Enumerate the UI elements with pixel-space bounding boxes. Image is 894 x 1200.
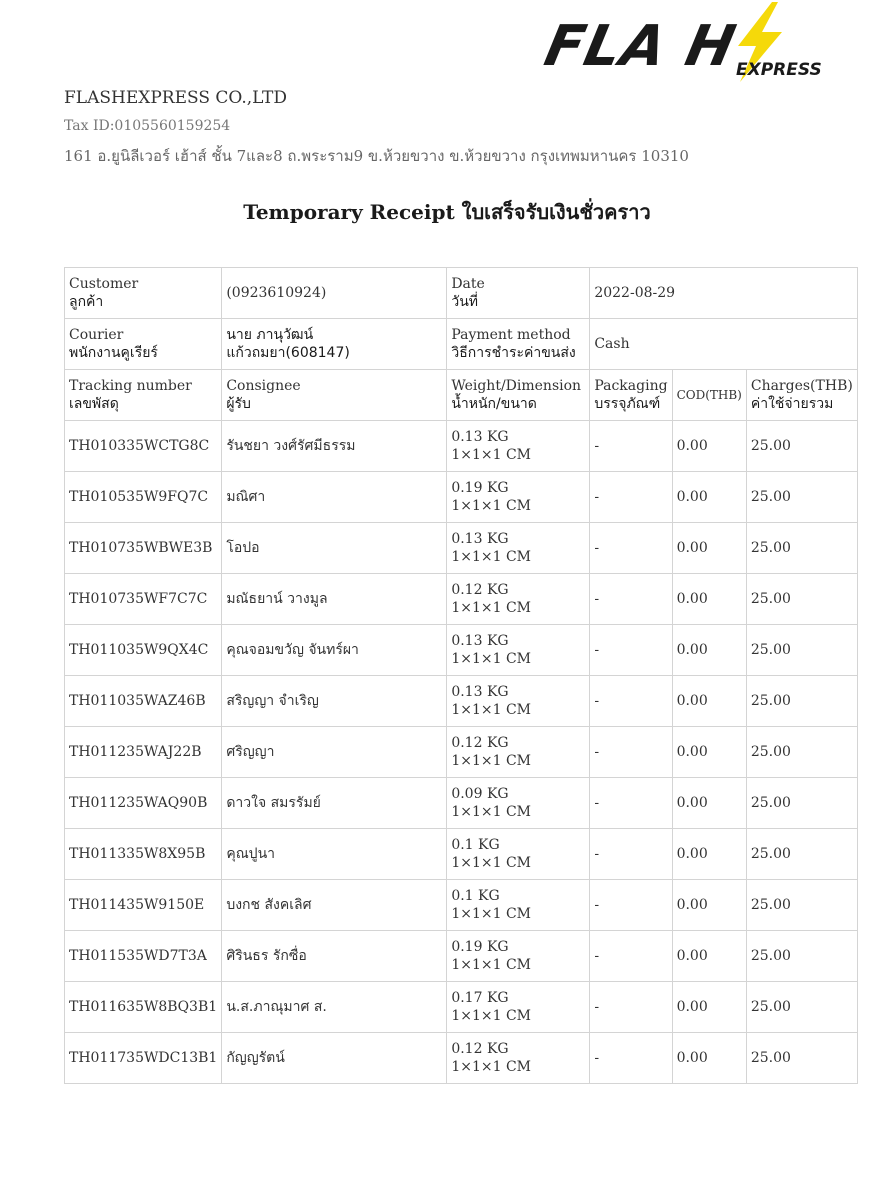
- packaging-value: -: [590, 676, 672, 727]
- consignee-name: มณิศา: [222, 472, 447, 523]
- cod-value: 0.00: [672, 472, 746, 523]
- cod-value: 0.00: [672, 829, 746, 880]
- dimension-value: 1×1×1 CM: [451, 702, 532, 718]
- packaging-value: -: [590, 829, 672, 880]
- charges-value: 25.00: [746, 625, 857, 676]
- weight-value: 0.19 KG: [451, 939, 509, 955]
- tracking-number: TH010335WCTG8C: [65, 421, 222, 472]
- weight-value: 0.1 KG: [451, 837, 500, 853]
- consignee-name: บงกช สังคเลิศ: [222, 880, 447, 931]
- consignee-name: สริญญา จำเริญ: [222, 676, 447, 727]
- charges-value: 25.00: [746, 1033, 857, 1084]
- header-charges: Charges(THB) ค่าใช้จ่ายรวม: [746, 370, 857, 421]
- packaging-value: -: [590, 880, 672, 931]
- dimension-value: 1×1×1 CM: [451, 855, 532, 871]
- tracking-number: TH011635W8BQ3B1: [65, 982, 222, 1033]
- parcel-rows: [65, 421, 858, 1084]
- charges-value: 25.00: [746, 574, 857, 625]
- weight-dimension: [447, 829, 590, 880]
- dimension-value: 1×1×1 CM: [451, 804, 532, 820]
- dimension-value: 1×1×1 CM: [451, 600, 532, 616]
- table-row: [65, 778, 858, 829]
- header-packaging: Packaging บรรจุภัณฑ์: [590, 370, 672, 421]
- table-row: [65, 421, 858, 472]
- table-row: [65, 829, 858, 880]
- company-address: 161 อ.ยูนิลีเวอร์ เฮ้าส์ ชั้น 7และ8 ถ.พระราม9 ข.ห้วยขวาง ข.ห้วยขวาง กรุงเทพมหานคร 10310: [64, 147, 689, 165]
- packaging-value: -: [590, 625, 672, 676]
- weight-value: 0.19 KG: [451, 480, 509, 496]
- customer-row: [65, 268, 858, 319]
- page-title: Temporary Receipt ใบเสร็จรับเงินชั่วคราว: [243, 200, 651, 224]
- courier-value: นาย ภานุวัฒน์ แก้วถมยา(608147): [222, 319, 447, 370]
- tracking-number: TH011735WDC13B1: [65, 1033, 222, 1084]
- tracking-number: TH011035WAZ46B: [65, 676, 222, 727]
- weight-value: 0.12 KG: [451, 582, 509, 598]
- consignee-name: น.ส.ภาณุมาศ ส.: [222, 982, 447, 1033]
- customer-label: Customer ลูกค้า: [65, 268, 222, 319]
- dimension-value: 1×1×1 CM: [451, 651, 532, 667]
- weight-dimension: [447, 727, 590, 778]
- table-row: [65, 676, 858, 727]
- charges-value: 25.00: [746, 880, 857, 931]
- tracking-number: TH011035W9QX4C: [65, 625, 222, 676]
- tracking-number: TH011335W8X95B: [65, 829, 222, 880]
- table-row: [65, 625, 858, 676]
- packaging-value: -: [590, 1033, 672, 1084]
- receipt-table: [64, 267, 858, 1084]
- charges-value: 25.00: [746, 982, 857, 1033]
- cod-value: 0.00: [672, 574, 746, 625]
- dimension-value: 1×1×1 CM: [451, 957, 532, 973]
- cod-value: 0.00: [672, 421, 746, 472]
- tracking-number: TH011235WAQ90B: [65, 778, 222, 829]
- weight-dimension: [447, 421, 590, 472]
- packaging-value: -: [590, 421, 672, 472]
- dimension-value: 1×1×1 CM: [451, 498, 532, 514]
- weight-dimension: [447, 1033, 590, 1084]
- weight-dimension: [447, 625, 590, 676]
- packaging-value: -: [590, 778, 672, 829]
- logo-wordmark: FLA H: [539, 14, 742, 79]
- date-value: 2022-08-29: [590, 268, 858, 319]
- weight-dimension: [447, 676, 590, 727]
- flash-express-logo: [540, 0, 840, 86]
- dimension-value: 1×1×1 CM: [451, 1008, 532, 1024]
- weight-value: 0.12 KG: [451, 1041, 509, 1057]
- packaging-value: -: [590, 931, 672, 982]
- charges-value: 25.00: [746, 676, 857, 727]
- consignee-name: มณัธยาน์ วางมูล: [222, 574, 447, 625]
- cod-value: 0.00: [672, 880, 746, 931]
- consignee-name: ดาวใจ สมรรัมย์: [222, 778, 447, 829]
- packaging-value: -: [590, 574, 672, 625]
- consignee-name: ศริญญา: [222, 727, 447, 778]
- charges-value: 25.00: [746, 829, 857, 880]
- table-row: [65, 931, 858, 982]
- weight-value: 0.09 KG: [451, 786, 509, 802]
- tracking-number: TH010735WBWE3B: [65, 523, 222, 574]
- weight-value: 0.13 KG: [451, 633, 509, 649]
- charges-value: 25.00: [746, 931, 857, 982]
- charges-value: 25.00: [746, 523, 857, 574]
- tracking-number: TH010735WF7C7C: [65, 574, 222, 625]
- packaging-value: -: [590, 982, 672, 1033]
- table-row: [65, 1033, 858, 1084]
- weight-value: 0.1 KG: [451, 888, 500, 904]
- packaging-value: -: [590, 727, 672, 778]
- weight-dimension: [447, 931, 590, 982]
- column-header-row: [65, 370, 858, 421]
- table-row: [65, 982, 858, 1033]
- weight-value: 0.17 KG: [451, 990, 509, 1006]
- consignee-name: กัญญรัตน์: [222, 1033, 447, 1084]
- consignee-name: คุณปูนา: [222, 829, 447, 880]
- table-row: [65, 523, 858, 574]
- weight-value: 0.13 KG: [451, 684, 509, 700]
- dimension-value: 1×1×1 CM: [451, 549, 532, 565]
- cod-value: 0.00: [672, 778, 746, 829]
- payment-value: Cash: [590, 319, 858, 370]
- tracking-number: TH011235WAJ22B: [65, 727, 222, 778]
- weight-dimension: [447, 880, 590, 931]
- consignee-name: ศิรินธร รักซื่อ: [222, 931, 447, 982]
- weight-dimension: [447, 982, 590, 1033]
- dimension-value: 1×1×1 CM: [451, 906, 532, 922]
- weight-dimension: [447, 778, 590, 829]
- consignee-name: โอปอ: [222, 523, 447, 574]
- weight-dimension: [447, 472, 590, 523]
- table-row: [65, 880, 858, 931]
- weight-value: 0.13 KG: [451, 531, 509, 547]
- dimension-value: 1×1×1 CM: [451, 447, 532, 463]
- table-row: [65, 574, 858, 625]
- tracking-number: TH010535W9FQ7C: [65, 472, 222, 523]
- cod-value: 0.00: [672, 1033, 746, 1084]
- table-row: [65, 472, 858, 523]
- consignee-name: คุณจอมขวัญ จันทร์ผา: [222, 625, 447, 676]
- dimension-value: 1×1×1 CM: [451, 1059, 532, 1075]
- logo-subtitle: EXPRESS: [736, 60, 822, 80]
- header-consignee: Consignee ผู้รับ: [222, 370, 447, 421]
- weight-value: 0.13 KG: [451, 429, 509, 445]
- customer-value: (0923610924): [222, 268, 447, 319]
- charges-value: 25.00: [746, 472, 857, 523]
- cod-value: 0.00: [672, 982, 746, 1033]
- weight-value: 0.12 KG: [451, 735, 509, 751]
- cod-value: 0.00: [672, 931, 746, 982]
- company-name: FLASHEXPRESS CO.,LTD: [64, 88, 288, 108]
- packaging-value: -: [590, 472, 672, 523]
- tracking-number: TH011535WD7T3A: [65, 931, 222, 982]
- charges-value: 25.00: [746, 778, 857, 829]
- header-cod: COD(THB): [672, 370, 746, 421]
- charges-value: 25.00: [746, 727, 857, 778]
- cod-value: 0.00: [672, 727, 746, 778]
- courier-label: Courier พนักงานคูเรียร์: [65, 319, 222, 370]
- header-weight: Weight/Dimension น้ำหนัก/ขนาด: [447, 370, 590, 421]
- charges-value: 25.00: [746, 421, 857, 472]
- tracking-number: TH011435W9150E: [65, 880, 222, 931]
- header-tracking: Tracking number เลขพัสดุ: [65, 370, 222, 421]
- packaging-value: -: [590, 523, 672, 574]
- cod-value: 0.00: [672, 676, 746, 727]
- tax-id: Tax ID:0105560159254: [64, 118, 231, 134]
- dimension-value: 1×1×1 CM: [451, 753, 532, 769]
- consignee-name: รันชยา วงศ์รัศมีธรรม: [222, 421, 447, 472]
- cod-value: 0.00: [672, 523, 746, 574]
- payment-label: Payment method วิธีการชำระค่าขนส่ง: [447, 319, 590, 370]
- table-row: [65, 727, 858, 778]
- cod-value: 0.00: [672, 625, 746, 676]
- weight-dimension: [447, 574, 590, 625]
- date-label: Date วันที่: [447, 268, 590, 319]
- courier-row: [65, 319, 858, 370]
- weight-dimension: [447, 523, 590, 574]
